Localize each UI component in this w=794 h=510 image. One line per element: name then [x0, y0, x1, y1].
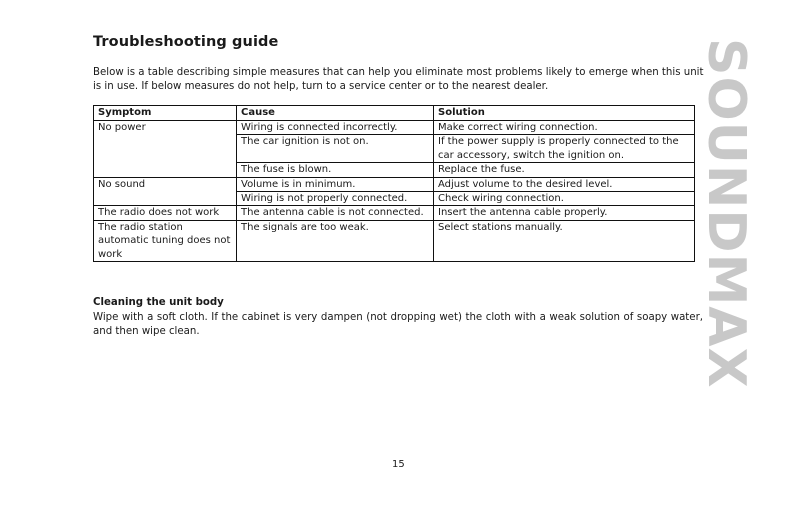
solution-cell: Insert the antenna cable properly.: [434, 206, 695, 220]
table-row: [94, 121, 695, 135]
brand-logo: [696, 38, 756, 460]
cause-cell: The antenna cable is not connected.: [237, 206, 434, 220]
solution-cell: If the power supply is properly connected to the car accessory, switch the ignition on.: [434, 135, 695, 163]
intro-paragraph: Below is a table describing simple measures that can help you eliminate most problems likely to emerge when this unit is in use. If below measures do not help, turn to a service center or to the nearest dealer.: [93, 67, 704, 92]
cause-cell: Wiring is connected incorrectly.: [237, 121, 434, 135]
cause-cell: Volume is in minimum.: [237, 177, 434, 191]
troubleshooting-table: [93, 105, 695, 262]
table-row: [94, 177, 695, 191]
header-symptom: Symptom: [94, 106, 237, 121]
table-header-row: [94, 106, 695, 121]
cause-cell: The car ignition is not on.: [237, 135, 434, 163]
header-cause: Cause: [237, 106, 434, 121]
solution-cell: Select stations manually.: [434, 220, 695, 261]
cleaning-heading: Cleaning the unit body: [93, 297, 224, 308]
table-row: [94, 220, 695, 261]
table-row: [94, 206, 695, 220]
symptom-cell: The radio does not work: [94, 206, 237, 220]
solution-cell: Replace the fuse.: [434, 163, 695, 177]
header-solution: Solution: [434, 106, 695, 121]
symptom-cell: No sound: [94, 177, 237, 206]
cause-cell: The fuse is blown.: [237, 163, 434, 177]
solution-cell: Make correct wiring connection.: [434, 121, 695, 135]
cleaning-paragraph: Wipe with a soft cloth. If the cabinet is very dampen (not dropping wet) the cloth with a weak solution of soapy water, and then wipe clean.: [93, 312, 703, 337]
solution-cell: Adjust volume to the desired level.: [434, 177, 695, 191]
page-title: Troubleshooting guide: [93, 34, 279, 50]
page-number: 15: [392, 459, 405, 470]
cause-cell: Wiring is not properly connected.: [237, 192, 434, 206]
symptom-cell: No power: [94, 121, 237, 178]
cause-cell: The signals are too weak.: [237, 220, 434, 261]
solution-cell: Check wiring connection.: [434, 192, 695, 206]
symptom-cell: The radio station automatic tuning does not work: [94, 220, 237, 261]
brand-wordmark: SOUNDMAX: [696, 38, 756, 389]
